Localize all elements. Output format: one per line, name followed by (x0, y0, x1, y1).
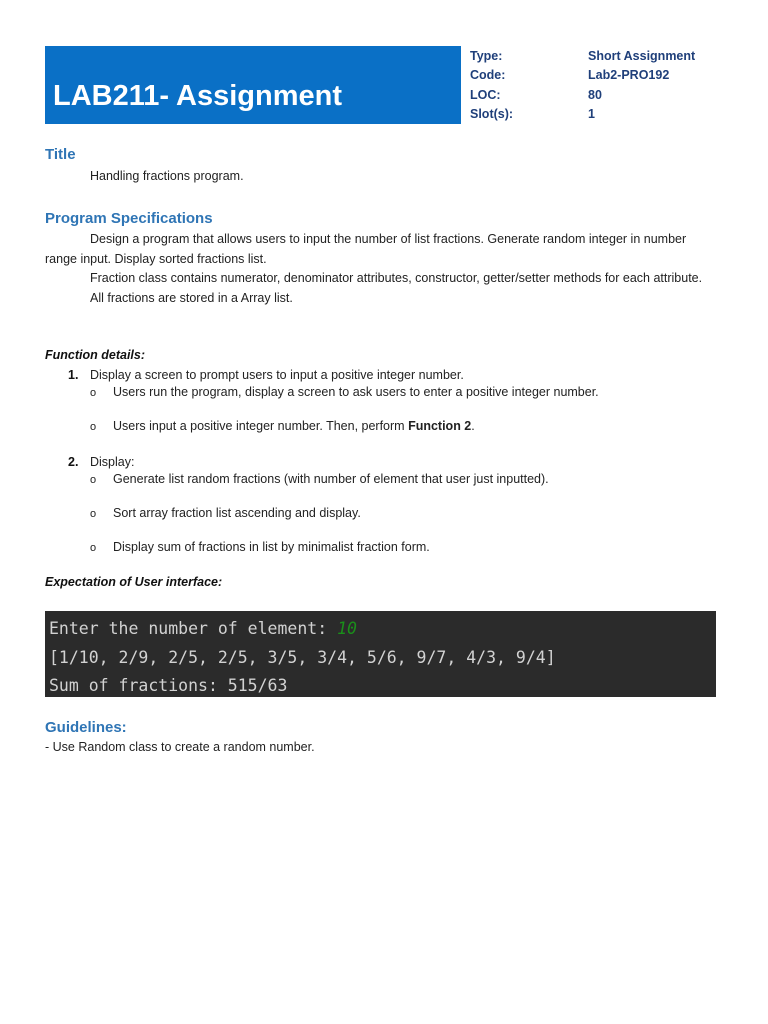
function-1-sub-1: Users run the program, display a screen to ask users to enter a positive integer number. (113, 385, 599, 399)
spec-heading: Program Specifications (45, 210, 213, 227)
meta-row-slots (470, 107, 730, 126)
meta-value: Short Assignment (588, 49, 696, 63)
guidelines-heading: Guidelines: (45, 719, 127, 736)
meta-key: Code: (470, 68, 506, 83)
function-2-text: Display: (90, 455, 135, 469)
function-2-reference: Function 2 (408, 419, 472, 433)
bullet-icon: o (90, 474, 97, 486)
meta-key: Type: (470, 49, 503, 63)
terminal-input: 10 (337, 619, 357, 638)
sub-text-after: . (471, 419, 475, 433)
meta-value: 80 (588, 87, 602, 102)
meta-row-code (470, 68, 730, 87)
function-1-text: Display a screen to prompt users to input a positive integer number. (90, 368, 464, 382)
meta-value: Lab2-PRO192 (588, 68, 670, 83)
bullet-icon: o (90, 542, 97, 554)
terminal-list-line: [1/10, 2/9, 2/5, 2/5, 3/5, 3/4, 5/6, 9/7, 4/3, 9/4] (49, 648, 556, 667)
bullet-icon: o (90, 508, 97, 520)
terminal-output (45, 611, 716, 697)
meta-key: Slot(s): (470, 106, 514, 121)
terminal-prompt: Enter the number of element: (49, 619, 338, 638)
function-2-sub-1: Generate list random fractions (with number of element that user just inputted). (113, 472, 549, 486)
function-number: 2. (68, 455, 79, 469)
function-number: 1. (68, 368, 79, 382)
title-text: Handling fractions program. (90, 169, 244, 183)
ui-expectation-heading: Expectation of User interface: (45, 575, 223, 589)
terminal-prompt-line (49, 619, 357, 638)
guideline-text: - Use Random class to create a random number. (45, 740, 315, 754)
function-details-heading: Function details: (45, 348, 145, 362)
bullet-icon: o (90, 387, 97, 399)
spec-paragraph-1: Design a program that allows users to input the number of list fractions. Generate random integer in number range input. Display sorted fractions list. (45, 232, 687, 266)
page-title: LAB211- Assignment (53, 80, 342, 112)
sub-text-before: Users input a positive integer number. Then, perform (113, 419, 409, 433)
function-1-sub-2 (113, 419, 475, 433)
meta-row-type (470, 49, 730, 68)
header-banner (45, 46, 461, 124)
function-2-sub-2: Sort array fraction list ascending and display. (113, 506, 361, 520)
meta-value: 1 (588, 106, 595, 121)
meta-row-loc (470, 88, 730, 107)
spec-paragraph-3: All fractions are stored in a Array list. (90, 290, 293, 305)
bullet-icon: o (90, 421, 97, 433)
function-2-sub-3: Display sum of fractions in list by minimalist fraction form. (113, 540, 430, 554)
meta-key: LOC: (470, 87, 501, 102)
spec-body (45, 230, 715, 308)
title-heading: Title (45, 146, 76, 163)
terminal-sum-line: Sum of fractions: 515/63 (49, 676, 288, 695)
assignment-meta-table (470, 49, 730, 126)
spec-paragraph-2: Fraction class contains numerator, denominator attributes, constructor, getter/setter methods for each attribute. (90, 271, 703, 285)
